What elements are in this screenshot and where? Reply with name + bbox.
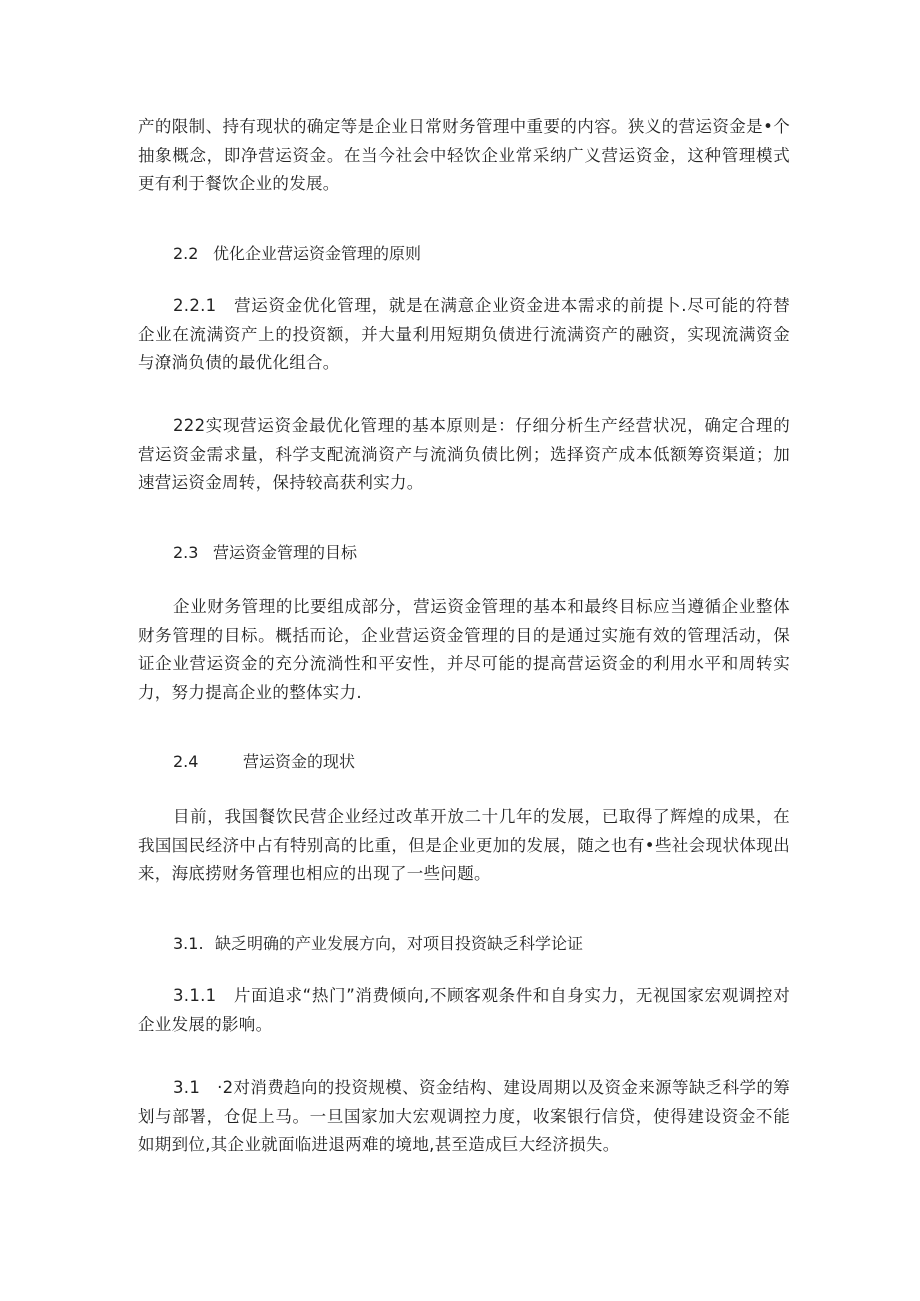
- paragraph-2-4: 目前，我国餐饮民营企业经过改革开放二十几年的发展，已取得了辉煌的成果，在我国国民经济中占有特别高的比重，但是企业更加的发展，随之也有•些社会现状体现出来，海底捞财务管理也相应的出现了一些问题。: [138, 807, 790, 883]
- heading-3-1: [173, 932, 583, 956]
- heading-number: 2.3: [173, 543, 199, 562]
- heading-2-2: [173, 242, 421, 266]
- heading-2-3: [173, 541, 357, 565]
- heading-title: 营运资金管理的目标: [213, 543, 358, 562]
- heading-title: 优化企业营运资金管理的原则: [213, 244, 422, 263]
- paragraph-3-1-1: 3.1.1 片面追求“热门”消费倾向,不顾客观条件和自身实力，无视国家宏观调控对企业发展的影响。: [138, 986, 790, 1034]
- heading-number: 3.1.: [173, 934, 204, 953]
- paragraph-3-1-2: 3.1 ·2对消费趋向的投资规模、资金结构、建设周期以及资金来源等缺乏科学的筹划与部署，仓促上马。一旦国家加大宏观调控力度，收案银行信贷，使得建设资金不能如期到位,其企业就面临进退两难的境地,甚至造成巨大经济损失。: [138, 1078, 790, 1154]
- heading-2-4: [173, 750, 355, 774]
- heading-number: 2.4: [173, 752, 199, 771]
- paragraph-2-2-2: 222实现营运资金最优化管理的基本原则是：仔细分析生产经营状况，确定合理的营运资金需求量，科学支配流淌资产与流淌负债比例；选择资产成本低额筹资渠道；加速营运资金周转，保持较高获利实力。: [138, 416, 790, 492]
- paragraph-2-2-1: 2.2.1 营运资金优化管理，就是在满意企业资金进本需求的前提卜.尽可能的符替企业在流满资产上的投资额，并大量利用短期负债进行流满资产的融资，实现流满资金与潦淌负债的最优化组合。: [138, 296, 790, 372]
- paragraph-2-3: 企业财务管理的比要组成部分，营运资金管理的基本和最终目标应当遵循企业整体财务管理的目标。概括而论，企业营运资金管理的目的是通过实施有效的管理活动，保证企业营运资金的充分流淌性和平安性，并尽可能的提高营运资金的利用水平和周转实力，努力提高企业的整体实力.: [138, 597, 790, 702]
- heading-title: 营运资金的现状: [243, 752, 356, 771]
- paragraph-intro: 产的限制、持有现状的确定等是企业日常财务管理中重要的内容。狭义的营运资金是•个抽象概念，即净营运资金。在当今社会中轻饮企业常采纳广义营运资金，这种管理模式更有利于餐饮企业的发展。: [138, 117, 790, 193]
- heading-title: 缺乏明确的产业发展方向，对项目投资缺乏科学论证: [215, 934, 584, 953]
- heading-number: 2.2: [173, 244, 199, 263]
